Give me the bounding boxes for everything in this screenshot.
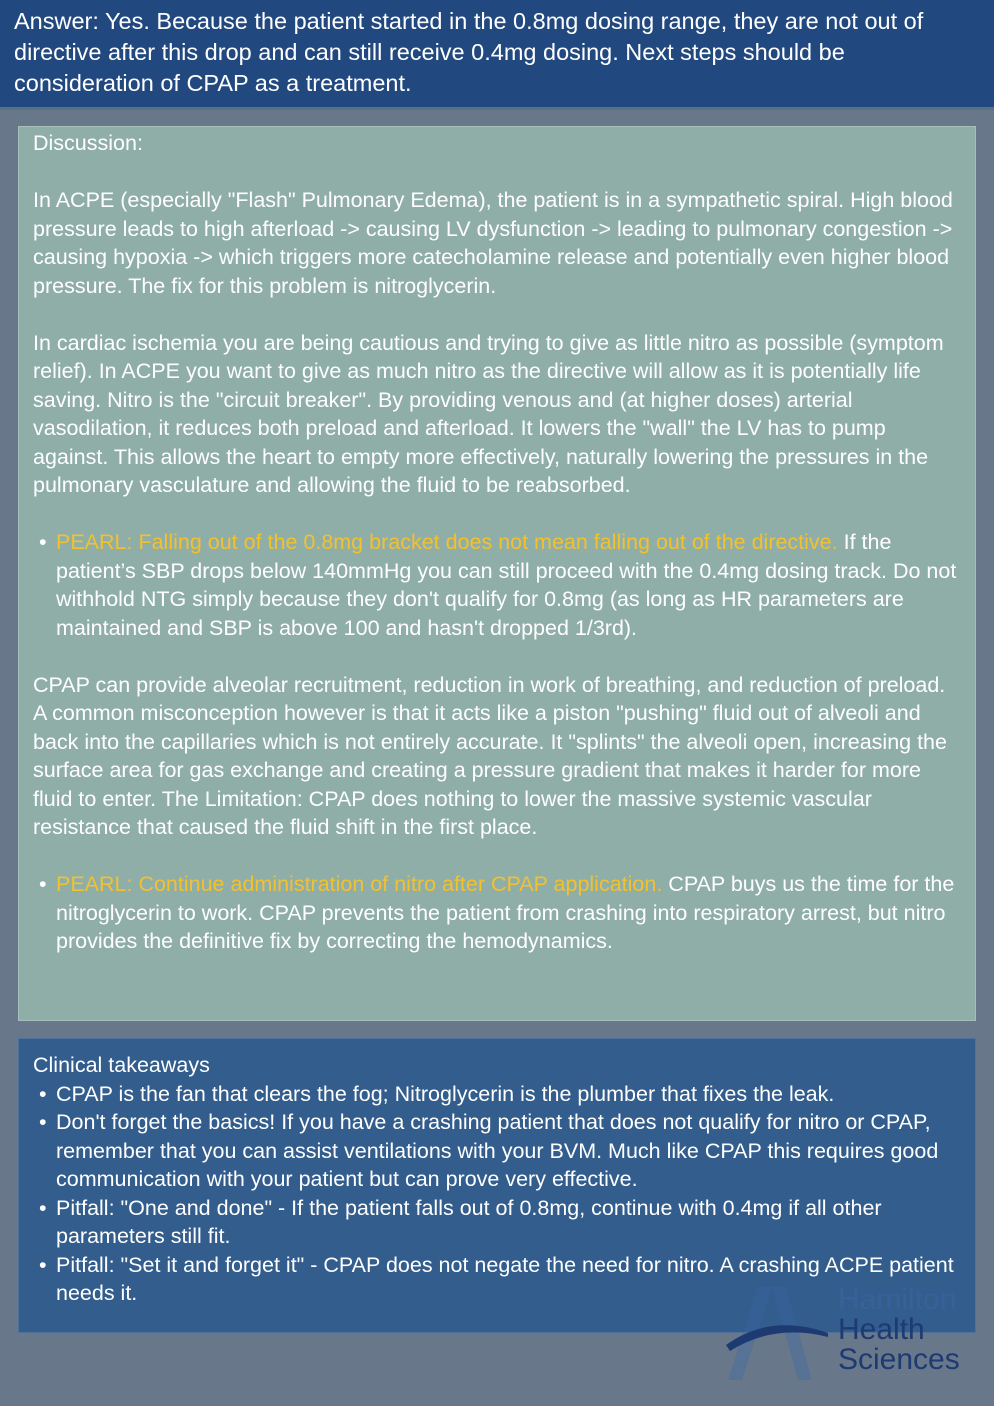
pearl-label: PEARL: Falling out of the 0.8mg bracket does not mean falling out of the directive. bbox=[56, 530, 838, 554]
takeaway-item: • CPAP is the fan that clears the fog; Nitroglycerin is the plumber that fixes the leak. bbox=[33, 1080, 961, 1109]
discussion-paragraph: CPAP can provide alveolar recruitment, reduction in work of breathing, and reduction of preload. A common misconception however is that it acts like a piston "pushing" fluid out of alveoli and back into the capillaries which is not entirely accurate. It "splints" the alveoli open, increasing the surface area for gas exchange and creating a pressure gradient that makes it harder for more fluid to enter. The Limitation: CPAP does nothing to lower the massive systemic vascular resistance that caused the fluid shift in the first place. bbox=[33, 672, 947, 839]
pearl-list bbox=[33, 528, 961, 642]
discussion-heading: Discussion: bbox=[33, 131, 143, 155]
pearl-item bbox=[33, 528, 961, 642]
takeaway-item: • Pitfall: "Set it and forget it" - CPAP does not negate the need for nitro. A crashing ACPE patient needs it. bbox=[33, 1251, 961, 1308]
discussion-paragraph: In ACPE (especially "Flash" Pulmonary Edema), the patient is in a sympathetic spiral. High blood pressure leads to high afterload -> causing LV dysfunction -> leading to pulmonary congestion -> causing hypoxia -> which triggers more catecholamine release and potentially even higher blood pressure. The fix for this problem is nitroglycerin. bbox=[33, 188, 953, 298]
answer-text: Answer: Yes. Because the patient started in the 0.8mg dosing range, they are not out of directive after this drop and can still receive 0.4mg dosing. Next steps should be consideration of CPAP as a treatment. bbox=[14, 8, 924, 96]
takeaways-heading: Clinical takeaways bbox=[33, 1053, 210, 1077]
logo-line: Sciences bbox=[838, 1343, 960, 1376]
takeaways-list bbox=[33, 1080, 961, 1308]
logo-mark-icon bbox=[720, 1285, 840, 1385]
takeaway-item: • Don't forget the basics! If you have a crashing patient that does not qualify for nitro or CPAP, remember that you can assist ventilations with your BVM. Much like CPAP this requires good communication with your patient but can prove very effective. bbox=[33, 1108, 961, 1194]
pearl-item bbox=[33, 870, 961, 956]
logo-line: Health bbox=[838, 1313, 925, 1346]
hamilton-health-sciences-logo bbox=[720, 1285, 990, 1385]
discussion-paragraph: In cardiac ischemia you are being cautious and trying to give as little nitro as possible (symptom relief). In ACPE you want to give as much nitro as the directive will allow as it is potentially life saving. Nitro is the "circuit breaker". By providing venous and (at higher doses) arterial vasodilation, it reduces both preload and afterload. It lowers the "wall" the LV has to pump against. This allows the heart to empty more effectively, naturally lowering the pressures in the pulmonary vasculature and allowing the fluid to be reabsorbed. bbox=[33, 330, 944, 497]
logo-wordmark bbox=[838, 1285, 960, 1375]
pearl-label: PEARL: Continue administration of nitro after CPAP application. bbox=[56, 872, 663, 896]
answer-banner bbox=[0, 0, 994, 110]
pearl-text: CPAP buys us the time for the nitroglycerin to work. CPAP prevents the patient from crashing into respiratory arrest, but nitro provides the definitive fix by correcting the hemodynamics. bbox=[56, 872, 955, 953]
takeaway-item: • Pitfall: "One and done" - If the patient falls out of 0.8mg, continue with 0.4mg if all other parameters still fit. bbox=[33, 1194, 961, 1251]
logo-line: Hamilton bbox=[838, 1283, 957, 1316]
pearl-text: If the patient’s SBP drops below 140mmHg you can still proceed with the 0.4mg dosing track. Do not withhold NTG simply because they don't qualify for 0.8mg (as long as HR parameters are maintained and SBP is above 100 and hasn't dropped 1/3rd). bbox=[56, 530, 957, 640]
pearl-list bbox=[33, 870, 961, 956]
discussion-panel bbox=[18, 126, 976, 1021]
